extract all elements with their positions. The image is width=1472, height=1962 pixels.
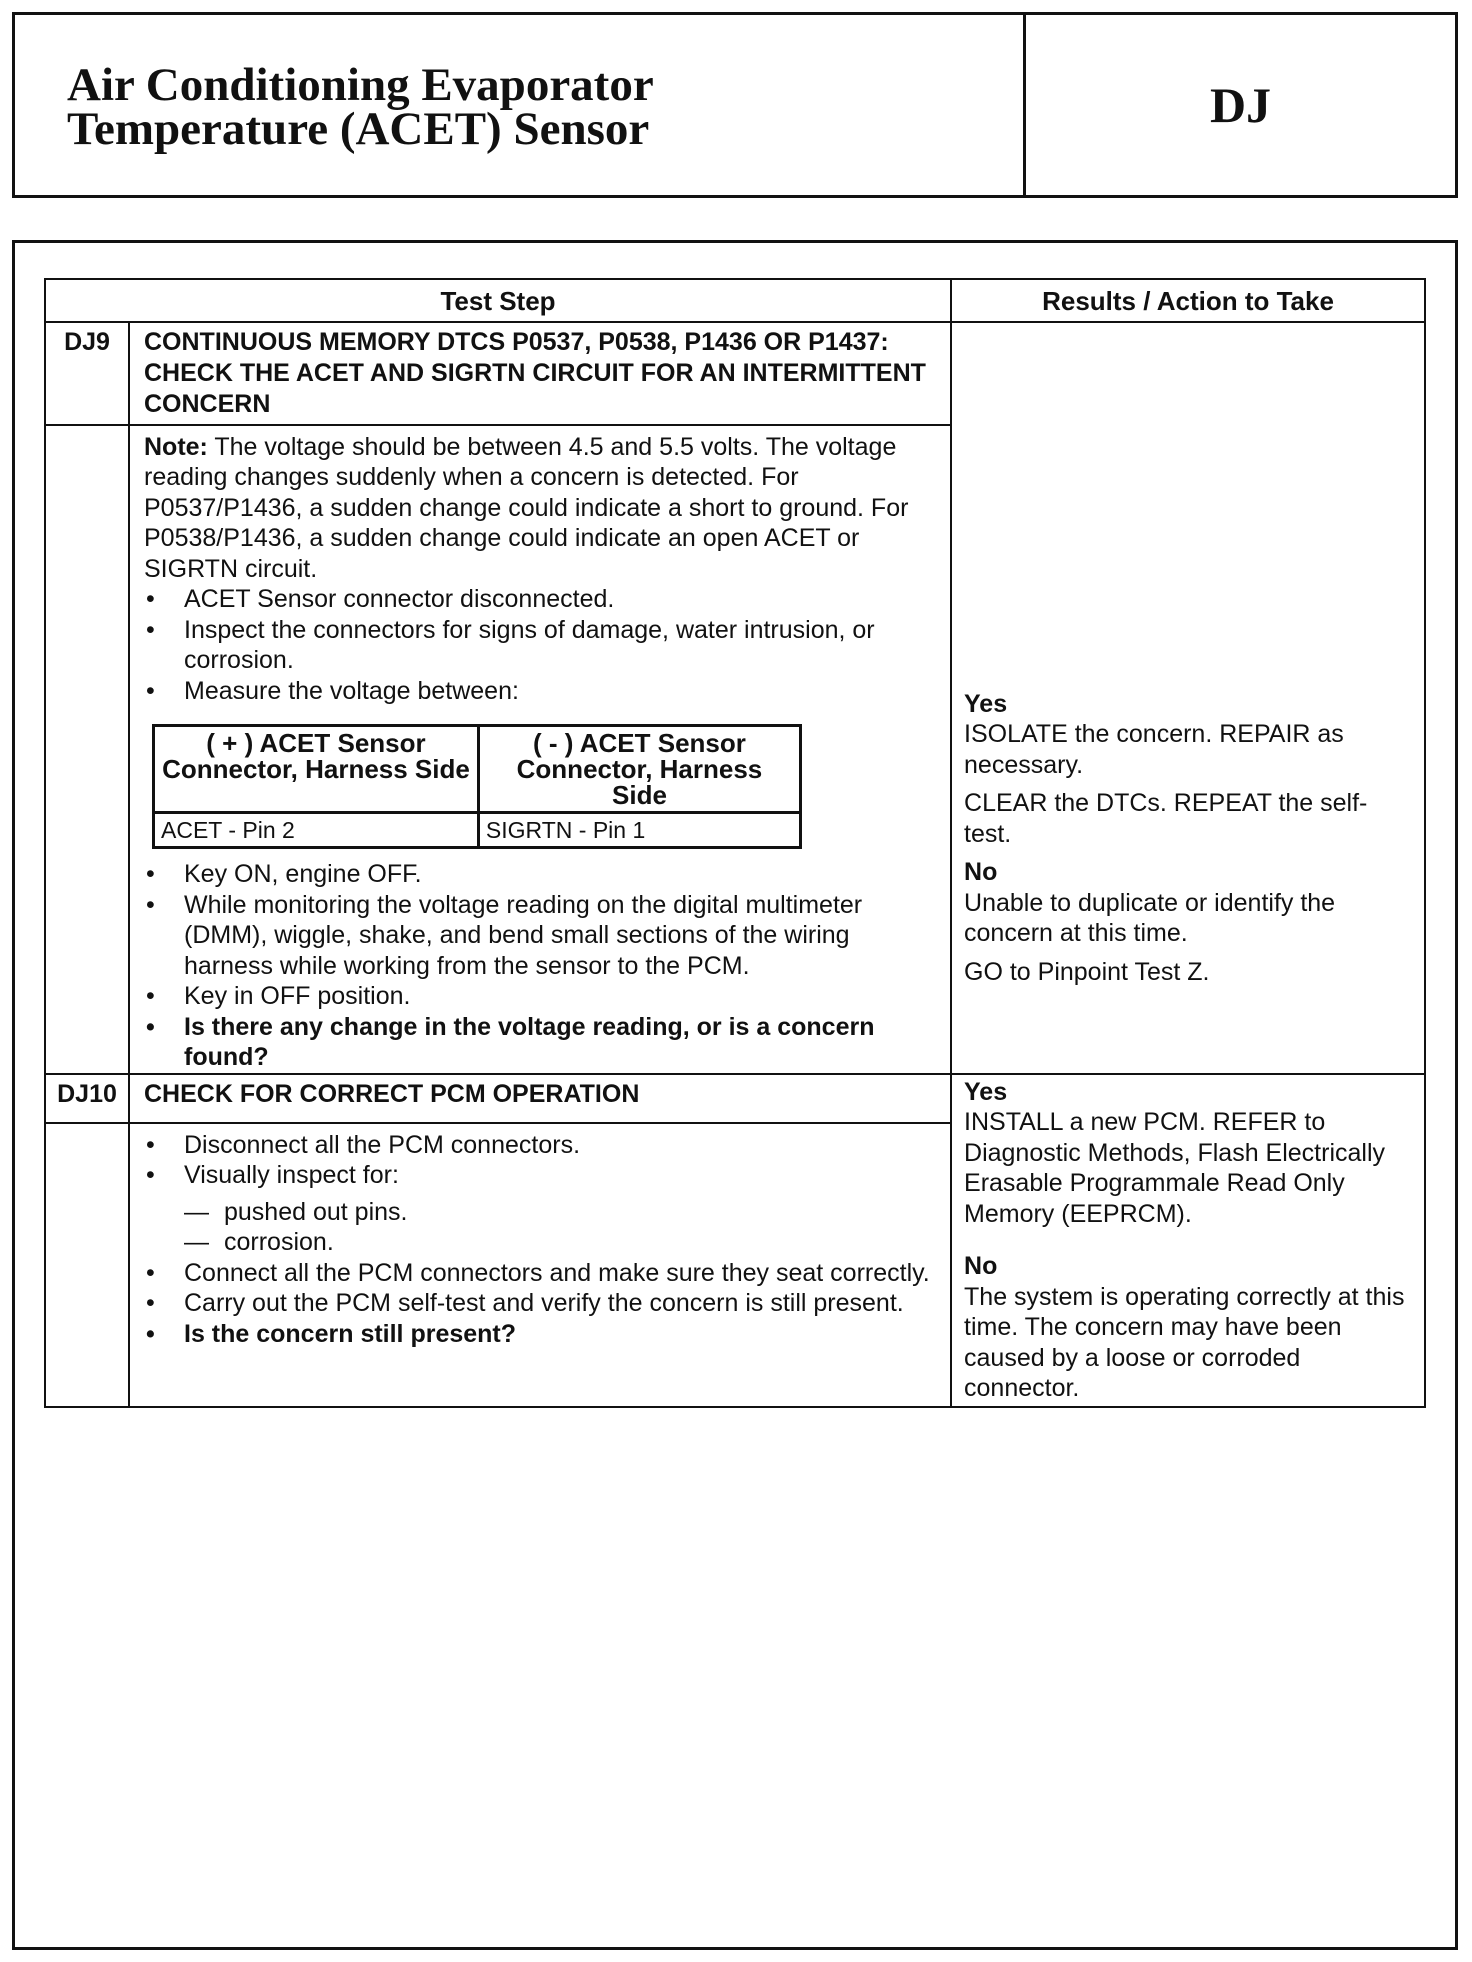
dj10-bullets — [144, 1130, 936, 1191]
dj9-id-spacer — [45, 425, 129, 1074]
dj10-content — [129, 1123, 951, 1407]
list-item-text: Visually inspect for: — [184, 1161, 399, 1190]
inspect-item: — pushed out pins. — [144, 1197, 936, 1228]
dj10-results — [964, 1077, 1412, 1404]
page-header — [12, 12, 1458, 198]
negative-connector-header: ( - ) ACET Sensor Connector, Harness Side — [478, 726, 800, 813]
positive-connector-pin: ACET - Pin 2 — [154, 813, 479, 848]
inspect-item: — corrosion. — [144, 1227, 936, 1258]
list-item: • Key in OFF position. — [144, 981, 936, 1012]
list-item: • Inspect the connectors for signs of damage, water intrusion, or corrosion. — [144, 615, 936, 676]
note-label: Note: — [144, 432, 208, 461]
dj10-id-spacer — [45, 1123, 129, 1407]
dj10-step-title: CHECK FOR CORRECT PCM OPERATION — [129, 1074, 951, 1123]
measurement-table — [152, 724, 802, 849]
dj9-results-cell — [951, 322, 1425, 1074]
title-line-1: Air Conditioning Evaporator — [67, 59, 654, 111]
dj9-yes-action-2: CLEAR the DTCs. REPEAT the self-test. — [964, 789, 1368, 848]
list-item: • ACET Sensor connector disconnected. — [144, 584, 936, 615]
list-item: • Key ON, engine OFF. — [144, 859, 936, 890]
dj9-question: • Is there any change in the voltage reading, or is a concern found? — [144, 1012, 936, 1073]
dj10-yes-action: INSTALL a new PCM. REFER to Diagnostic Methods, Flash Electrically Erasable Programmale Read Only Memory (EEPRCM). — [964, 1108, 1386, 1228]
dj9-bullets-b — [144, 859, 936, 1073]
dj9-title-row — [45, 322, 1425, 425]
test-step-table — [44, 278, 1426, 1408]
table-header-row — [45, 279, 1425, 322]
dj9-no-action-2: GO to Pinpoint Test Z. — [964, 957, 1210, 986]
dj10-results-cell — [951, 1074, 1425, 1407]
dj9-bullets-a — [144, 584, 936, 706]
dj9-yes-action-1: ISOLATE the concern. REPAIR as necessary. — [964, 720, 1344, 779]
dj10-bullets-cont — [144, 1258, 936, 1350]
list-item: • While monitoring the voltage reading on the digital multimeter (DMM), wiggle, shake, and bend small sections of the wiring harness while working from the sensor to the PCM. — [144, 890, 936, 982]
dj10-title-row — [45, 1074, 1425, 1123]
dj9-yes-label: Yes — [964, 689, 1008, 718]
dj10-no-action: The system is operating correctly at this time. The concern may have been caused by a loose or corroded connector. — [964, 1282, 1405, 1402]
dj9-no-action-1: Unable to duplicate or identify the concern at this time. — [964, 888, 1336, 947]
dj10-step-id: DJ10 — [45, 1074, 129, 1123]
positive-connector-header: ( + ) ACET Sensor Connector, Harness Side — [154, 726, 479, 813]
dj10-question: • Is the concern still present? — [144, 1319, 936, 1350]
dj9-content — [129, 425, 951, 1074]
dj9-results — [964, 689, 1412, 988]
col-test-step-header: Test Step — [45, 279, 951, 322]
col-results-header: Results / Action to Take — [951, 279, 1425, 322]
list-item — [144, 1160, 936, 1191]
dj10-yes-label: Yes — [964, 1077, 1008, 1106]
list-item: • Measure the voltage between: — [144, 676, 936, 707]
dj9-note — [144, 432, 936, 585]
list-item: • Connect all the PCM connectors and make sure they seat correctly. — [144, 1258, 936, 1289]
list-item: • Carry out the PCM self-test and verify the concern is still present. — [144, 1288, 936, 1319]
dj9-no-label: No — [964, 858, 998, 886]
negative-connector-pin: SIGRTN - Pin 1 — [478, 813, 800, 848]
dj9-step-id: DJ9 — [45, 322, 129, 425]
dj9-results-spacer — [964, 329, 1412, 689]
section-code: DJ — [1209, 77, 1272, 133]
note-text: The voltage should be between 4.5 and 5.5 volts. The voltage reading changes suddenly when a concern is detected. For P0537/P1436, a sudden change could indicate a short to ground. For P0538/P1436, a sudden change could indicate an open ACET or SIGRTN circuit. — [144, 432, 909, 583]
dj9-step-title: CONTINUOUS MEMORY DTCS P0537, P0538, P1436 OR P1437: CHECK THE ACET AND SIGRTN CIRCUIT FOR AN INTERMITTENT CONCERN — [129, 322, 951, 425]
dj10-inspect-list — [144, 1197, 936, 1258]
title-line-2: Temperature (ACET) Sensor — [67, 103, 650, 155]
list-item: • Disconnect all the PCM connectors. — [144, 1130, 936, 1161]
dj10-no-label: No — [964, 1252, 998, 1280]
page-title — [67, 59, 654, 155]
